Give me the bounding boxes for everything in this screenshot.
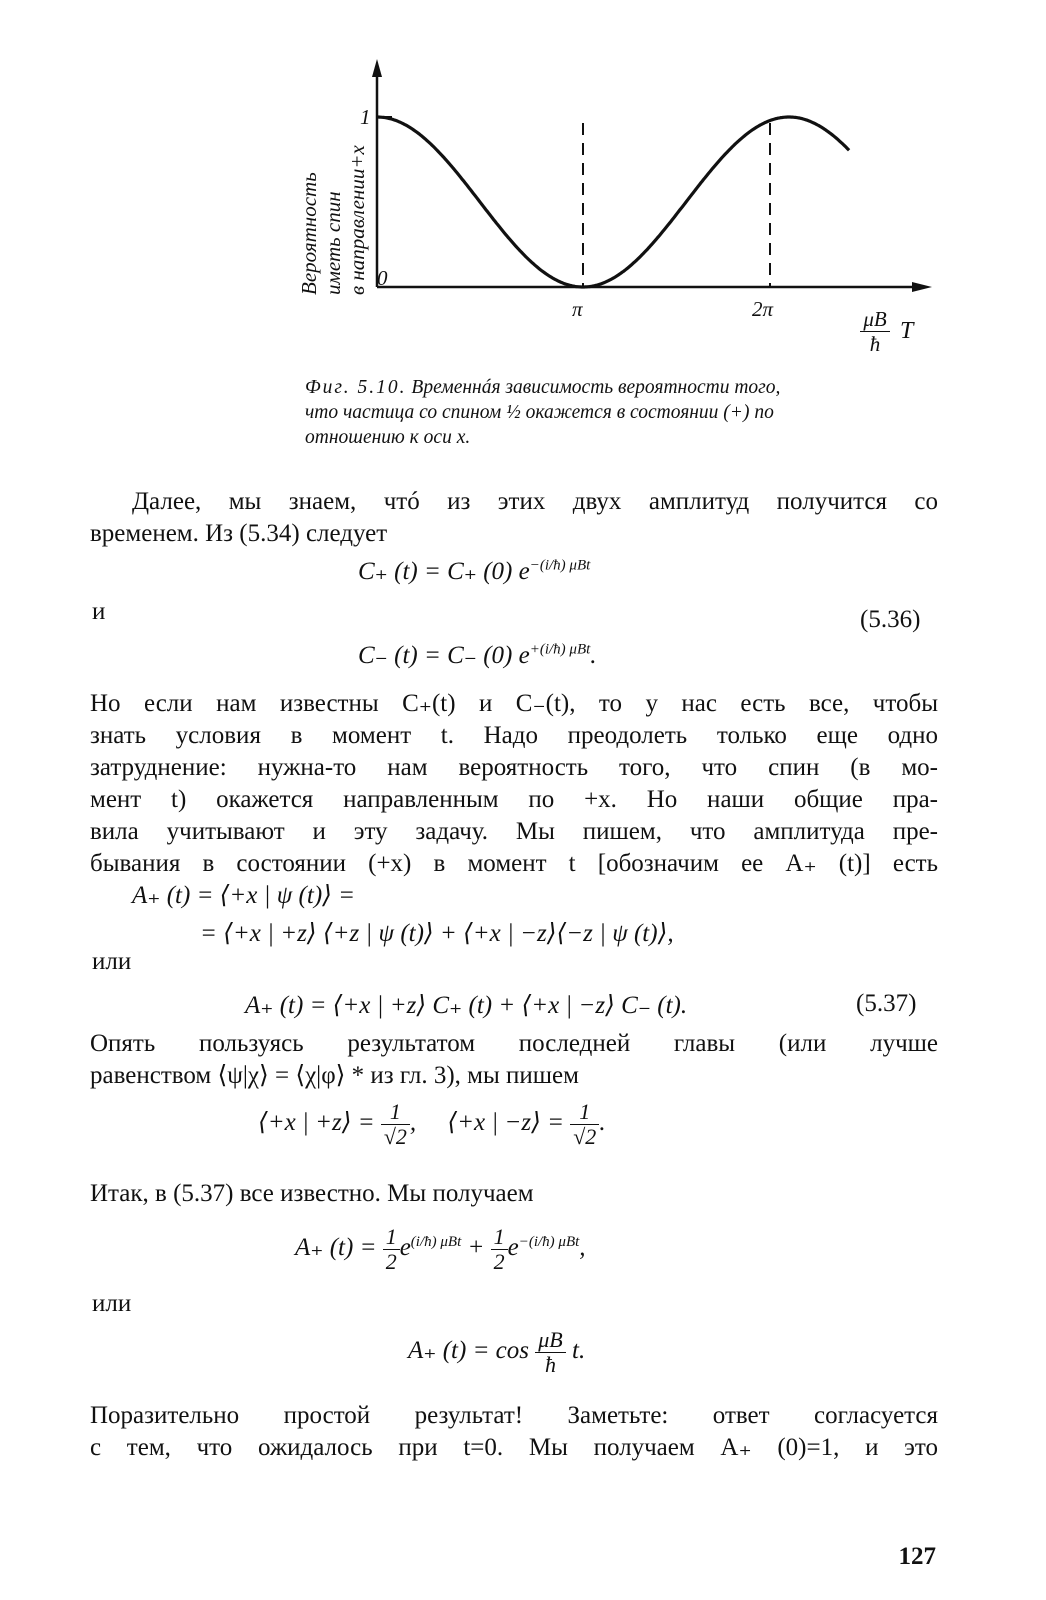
paragraph-2-line3: затруднение: нужна-то нам вероятность того, что спин (в мо-	[90, 754, 938, 781]
equation-b-left1: ⟨+x | +z⟩ =	[258, 1109, 375, 1137]
paragraph-5-line1: Поразительно простой результат! Заметьте: ответ согласуется	[90, 1402, 938, 1429]
probability-curve	[377, 117, 849, 287]
x-axis-denominator: ħ	[869, 332, 881, 356]
equation-5-36-number: (5.36)	[860, 606, 921, 633]
paragraph-2-line6: бывания в состоянии (+x) в момент t [обозначим ее A₊ (t)] есть	[90, 850, 938, 877]
probability-plot	[290, 55, 950, 375]
equation-5-36-line1: C₊ (t) = C₊ (0) $e^{-(i/ħ) \mu Bt}$	[358, 557, 591, 585]
equation-5-37: A₊ (t) = ⟨+x | +z⟩ C₊ (t) + ⟨+x | −z⟩ C₋ (t).	[245, 992, 688, 1019]
y-tick-zero-label: 0	[377, 266, 388, 290]
equation-5-36-connector: и	[92, 598, 106, 625]
paragraph-3	[90, 1028, 938, 1092]
equation-d: A₊ (t) = cos $\frac{\mu B}{ħ}$ t.	[408, 1327, 586, 1377]
x-axis-numerator: μB	[860, 307, 889, 332]
y-axis-label-line3: в направлении+x	[345, 145, 369, 295]
equation-a-line2: = ⟨+x | +z⟩ ⟨+z | ψ (t)⟩ + ⟨+x | −z⟩⟨−z | ψ (t)⟩,	[200, 920, 674, 947]
y-axis-arrow	[372, 59, 382, 77]
y-tick-one-label: 1	[360, 105, 371, 129]
x-axis-var: T	[900, 318, 914, 344]
figure-caption	[305, 375, 945, 450]
x-axis-arrow	[912, 282, 932, 292]
or-connector-2: или	[92, 1290, 132, 1317]
equation-b: ⟨+x | +z⟩ = $\frac{1}{√2}$ , ⟨+x | −z⟩ = $\frac{1}{√2}$ .	[258, 1099, 606, 1149]
caption-line2: что частица со спином ½ окажется в состоянии (+) по	[305, 402, 774, 423]
x-tick-pi-label: π	[572, 297, 583, 321]
page-number: 127	[898, 1543, 936, 1570]
y-axis-label-line1: Вероятность	[297, 172, 321, 295]
paragraph-2	[90, 688, 938, 880]
caption-label: Фиг. 5.10.	[305, 377, 407, 398]
paragraph-1-line1: Далее, мы знаем, чтó из этих двух амплитуд получится со	[132, 488, 938, 515]
paragraph-1-line2: временем. Из (5.34) следует	[90, 520, 388, 547]
x-tick-2pi-label: 2π	[752, 297, 774, 321]
equation-b-left2: ⟨+x | −z⟩ =	[447, 1109, 564, 1137]
paragraph-3-line2: равенством ⟨ψ|χ⟩ = ⟨χ|φ⟩ * из гл. 3), мы пишем	[90, 1062, 579, 1089]
equation-5-36-line2: C₋ (t) = C₋ (0) $e^{+(i/ħ) \mu Bt}$.	[358, 641, 597, 669]
paragraph-2-line4: мент t) окажется направленным по +x. Но наши общие пра-	[90, 786, 938, 813]
or-connector-1: или	[92, 948, 132, 975]
paragraph-4	[90, 1178, 938, 1210]
equation-a-line1: A₊ (t) = ⟨+x | ψ (t)⟩ =	[132, 882, 356, 909]
paragraph-3-line1: Опять пользуясь результатом последней главы (или лучше	[90, 1030, 938, 1057]
y-axis-label	[297, 55, 369, 295]
x-axis-label	[852, 307, 898, 356]
equation-5-37-number: (5.37)	[856, 990, 917, 1017]
caption-line1: Временнáя зависимость вероятности того,	[411, 377, 781, 398]
paragraph-2-line1: Но если нам известны C₊(t) и C₋(t), то у нас есть все, чтобы	[90, 690, 938, 717]
y-axis-label-line2: иметь спин	[321, 191, 345, 295]
paragraph-2-line2: знать условия в момент t. Надо преодолеть только еще одно	[90, 722, 938, 749]
paragraph-4-line1: Итак, в (5.37) все известно. Мы получаем	[90, 1180, 534, 1207]
figure-5-10	[290, 55, 950, 375]
paragraph-5	[90, 1400, 938, 1464]
paragraph-2-line5: вила учитывают и эту задачу. Мы пишем, что амплитуда пре-	[90, 818, 938, 845]
paragraph-5-line2: с тем, что ожидалось при t=0. Мы получаем A₊ (0)=1, и это	[90, 1434, 938, 1461]
caption-line3: отношению к оси x.	[305, 427, 471, 448]
paragraph-1	[90, 486, 938, 550]
equation-c: A₊ (t) = $\frac{1}{2}$ $e^{(i/ħ) \mu Bt}$ + $\frac{1}{2}$ $e^{-(i/ħ) \mu Bt}$,	[295, 1224, 586, 1274]
